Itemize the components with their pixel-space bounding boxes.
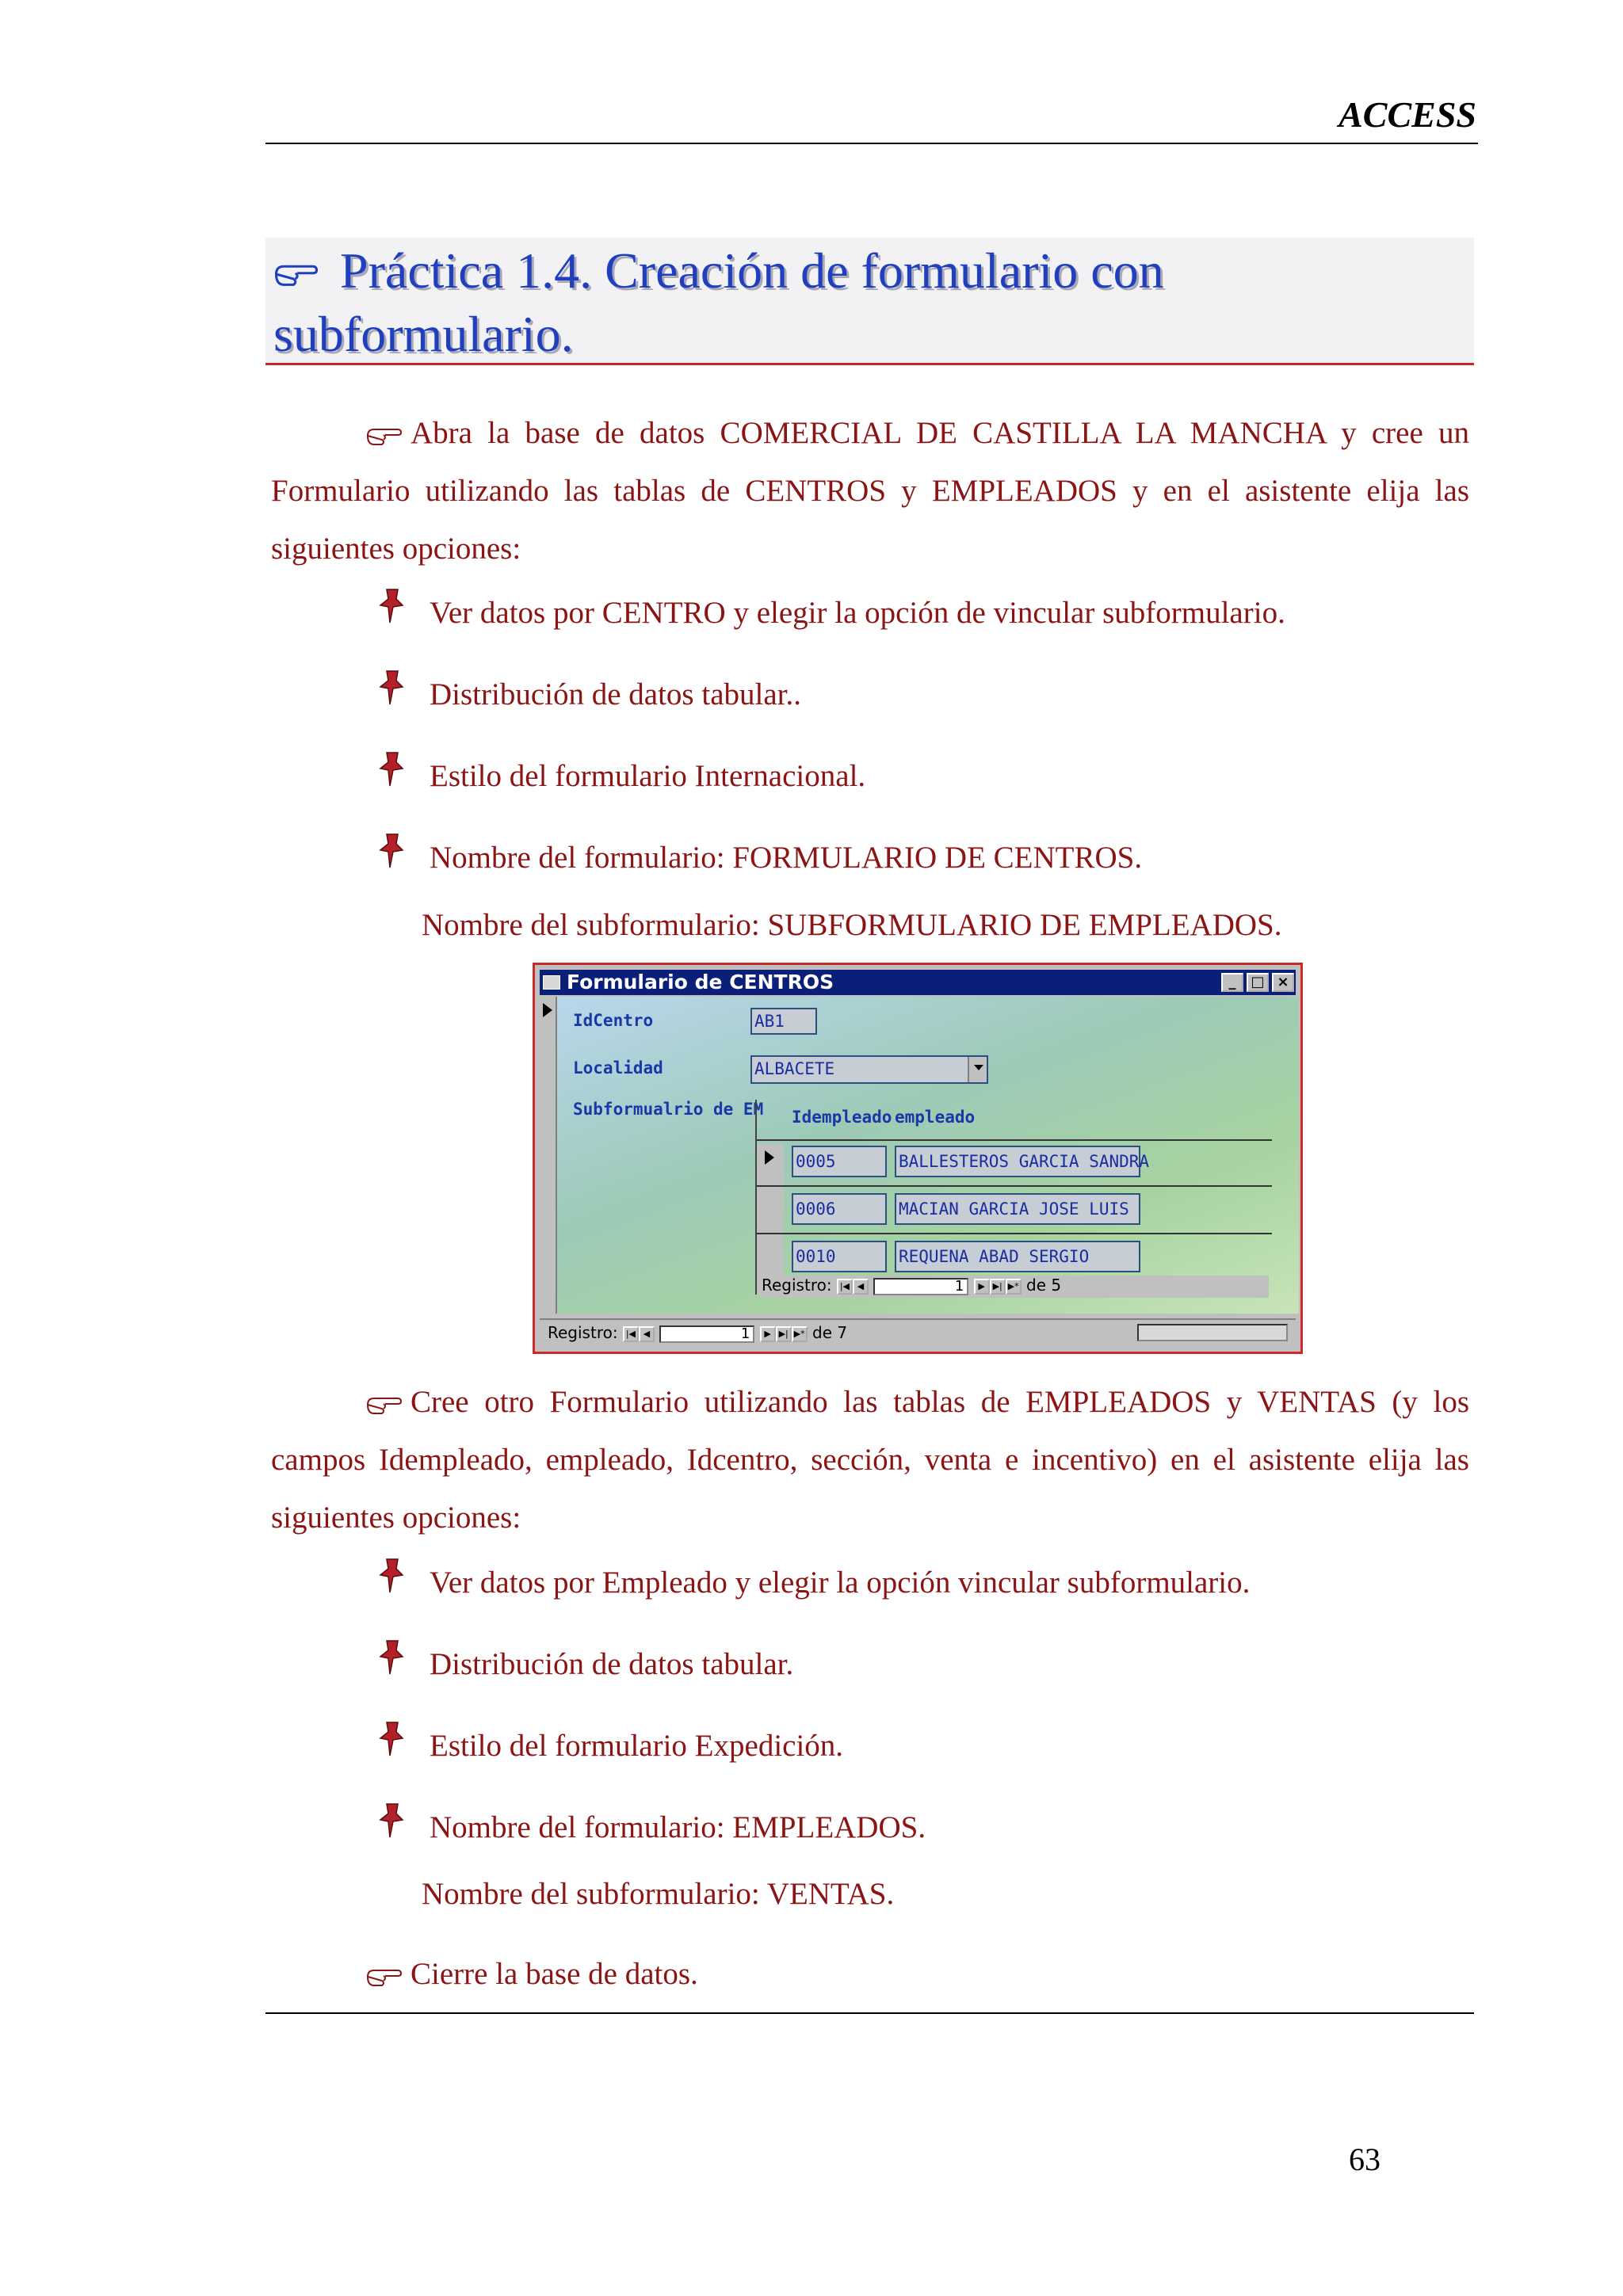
current-record-arrow-icon bbox=[765, 1150, 774, 1165]
subform-record-number[interactable]: 1 bbox=[873, 1278, 968, 1295]
main-record-count: de 7 bbox=[812, 1323, 848, 1342]
subform-employees bbox=[755, 1100, 1272, 1295]
intro-paragraph-1 bbox=[271, 404, 1469, 578]
access-form-window bbox=[533, 963, 1303, 1354]
list-item-text: Distribución de datos tabular. bbox=[430, 1647, 794, 1681]
first-record-button[interactable]: |◀ bbox=[837, 1279, 853, 1295]
running-header: ACCESS bbox=[1338, 94, 1476, 135]
subform-record-count: de 5 bbox=[1026, 1276, 1062, 1295]
label-localidad: Localidad bbox=[573, 1058, 663, 1077]
list-item-text: Nombre del formulario: FORMULARIO DE CENTROS. bbox=[430, 841, 1143, 875]
localidad-value: ALBACETE bbox=[754, 1059, 835, 1078]
intro-paragraph-2-text: Cree otro Formulario utilizando las tablas de EMPLEADOS y VENTAS (y los campos Idempleado, empleado, Idcentro, sección, venta e incentivo) en el asistente elija las siguientes opciones: bbox=[271, 1385, 1469, 1535]
window-title: Formulario de CENTROS bbox=[567, 971, 834, 994]
pointing-hand-icon bbox=[366, 425, 403, 447]
intro-paragraph-1-text: Abra la base de datos COMERCIAL DE CASTILLA LA MANCHA y cree un Formulario utilizando las tablas de CENTROS y EMPLEADOS y en el asistente elija las siguientes opciones: bbox=[271, 416, 1469, 566]
intro-paragraph-2 bbox=[271, 1373, 1469, 1547]
list-item-text: Estilo del formulario Expedición. bbox=[430, 1729, 844, 1763]
footer-rule bbox=[265, 2012, 1474, 2014]
row-empleado[interactable]: REQUENA ABAD SERGIO bbox=[895, 1241, 1140, 1272]
label-subform: Subformualrio de EM bbox=[573, 1100, 764, 1119]
last-record-button[interactable]: ▶| bbox=[776, 1326, 792, 1342]
prev-record-button[interactable]: ◀ bbox=[639, 1326, 655, 1342]
list-item-text: Ver datos por Empleado y elegir la opción vincular subformulario. bbox=[430, 1566, 1251, 1600]
col-empleado: empleado bbox=[895, 1108, 976, 1127]
list-item-text: Estilo del formulario Internacional. bbox=[430, 759, 866, 793]
row-idempleado[interactable]: 0005 bbox=[792, 1146, 887, 1177]
row-empleado[interactable]: MACIAN GARCIA JOSE LUIS bbox=[895, 1193, 1140, 1225]
label-idcentro: IdCentro bbox=[573, 1011, 654, 1030]
first-record-button[interactable]: |◀ bbox=[623, 1326, 639, 1342]
pushpin-icon bbox=[379, 749, 409, 789]
list-item bbox=[379, 837, 1142, 879]
record-selector[interactable] bbox=[540, 997, 557, 1314]
subform-record-selector[interactable] bbox=[757, 1144, 784, 1295]
section-title-text: Práctica 1.4. Creación de formulario con subformulario. bbox=[273, 242, 1164, 362]
list-item bbox=[379, 1726, 843, 1767]
subform-name-1: Nombre del subformulario: SUBFORMULARIO DE EMPLEADOS. bbox=[422, 908, 1282, 942]
close-button[interactable]: × bbox=[1272, 973, 1294, 992]
new-record-button[interactable]: ▶* bbox=[1006, 1279, 1022, 1295]
maximize-button[interactable]: □ bbox=[1247, 973, 1269, 992]
list-item bbox=[379, 1562, 1250, 1604]
row-idempleado[interactable]: 0006 bbox=[792, 1193, 887, 1225]
subform-name-2: Nombre del subformulario: VENTAS. bbox=[422, 1877, 895, 1911]
last-record-button[interactable]: ▶| bbox=[990, 1279, 1006, 1295]
next-record-button[interactable]: ▶ bbox=[974, 1279, 990, 1295]
pushpin-icon bbox=[379, 586, 409, 626]
form-icon bbox=[543, 975, 560, 990]
list-item-text: Nombre del formulario: EMPLEADOS. bbox=[430, 1810, 926, 1844]
pointing-hand-icon bbox=[366, 1394, 403, 1416]
chevron-down-icon[interactable] bbox=[968, 1057, 987, 1082]
list-item bbox=[379, 674, 801, 715]
page-number: 63 bbox=[1349, 2142, 1381, 2177]
list-item bbox=[379, 1644, 793, 1685]
main-record-number[interactable]: 1 bbox=[659, 1325, 754, 1343]
next-record-button[interactable]: ▶ bbox=[760, 1326, 776, 1342]
row-empleado[interactable]: BALLESTEROS GARCIA SANDRA bbox=[895, 1146, 1140, 1177]
pushpin-icon bbox=[379, 1719, 409, 1759]
prev-record-button[interactable]: ◀ bbox=[853, 1279, 869, 1295]
pushpin-icon bbox=[379, 1638, 409, 1677]
pointing-hand-icon bbox=[366, 1966, 403, 1988]
header-rule bbox=[265, 143, 1478, 144]
subform-navigation bbox=[762, 1276, 1269, 1298]
list-item-text: Ver datos por CENTRO y elegir la opción de vincular subformulario. bbox=[430, 596, 1285, 630]
list-item bbox=[379, 593, 1285, 634]
pushpin-icon bbox=[379, 831, 409, 871]
new-record-button[interactable]: ▶* bbox=[792, 1326, 808, 1342]
list-item bbox=[379, 756, 865, 797]
idcentro-field[interactable]: AB1 bbox=[750, 1008, 817, 1035]
section-title bbox=[273, 239, 1462, 366]
subform-nav-label: Registro: bbox=[762, 1276, 832, 1295]
closing-line bbox=[366, 1945, 1396, 2003]
pushpin-icon bbox=[379, 1556, 409, 1596]
col-idempleado: Idempleado bbox=[792, 1108, 892, 1127]
main-navigation bbox=[540, 1318, 1296, 1347]
pointing-hand-icon bbox=[273, 261, 319, 288]
closing-text: Cierre la base de datos. bbox=[411, 1957, 698, 1991]
list-item bbox=[379, 1807, 926, 1848]
main-nav-label: Registro: bbox=[548, 1323, 618, 1342]
pushpin-icon bbox=[379, 668, 409, 707]
list-item-text: Distribución de datos tabular.. bbox=[430, 677, 801, 711]
localidad-combo[interactable] bbox=[750, 1055, 988, 1084]
row-idempleado[interactable]: 0010 bbox=[792, 1241, 887, 1272]
horizontal-scrollbar[interactable] bbox=[1137, 1324, 1288, 1341]
minimize-button[interactable]: _ bbox=[1221, 973, 1243, 992]
pushpin-icon bbox=[379, 1801, 409, 1840]
window-titlebar[interactable] bbox=[540, 970, 1296, 995]
current-record-arrow-icon bbox=[543, 1003, 552, 1017]
form-body bbox=[557, 997, 1299, 1314]
